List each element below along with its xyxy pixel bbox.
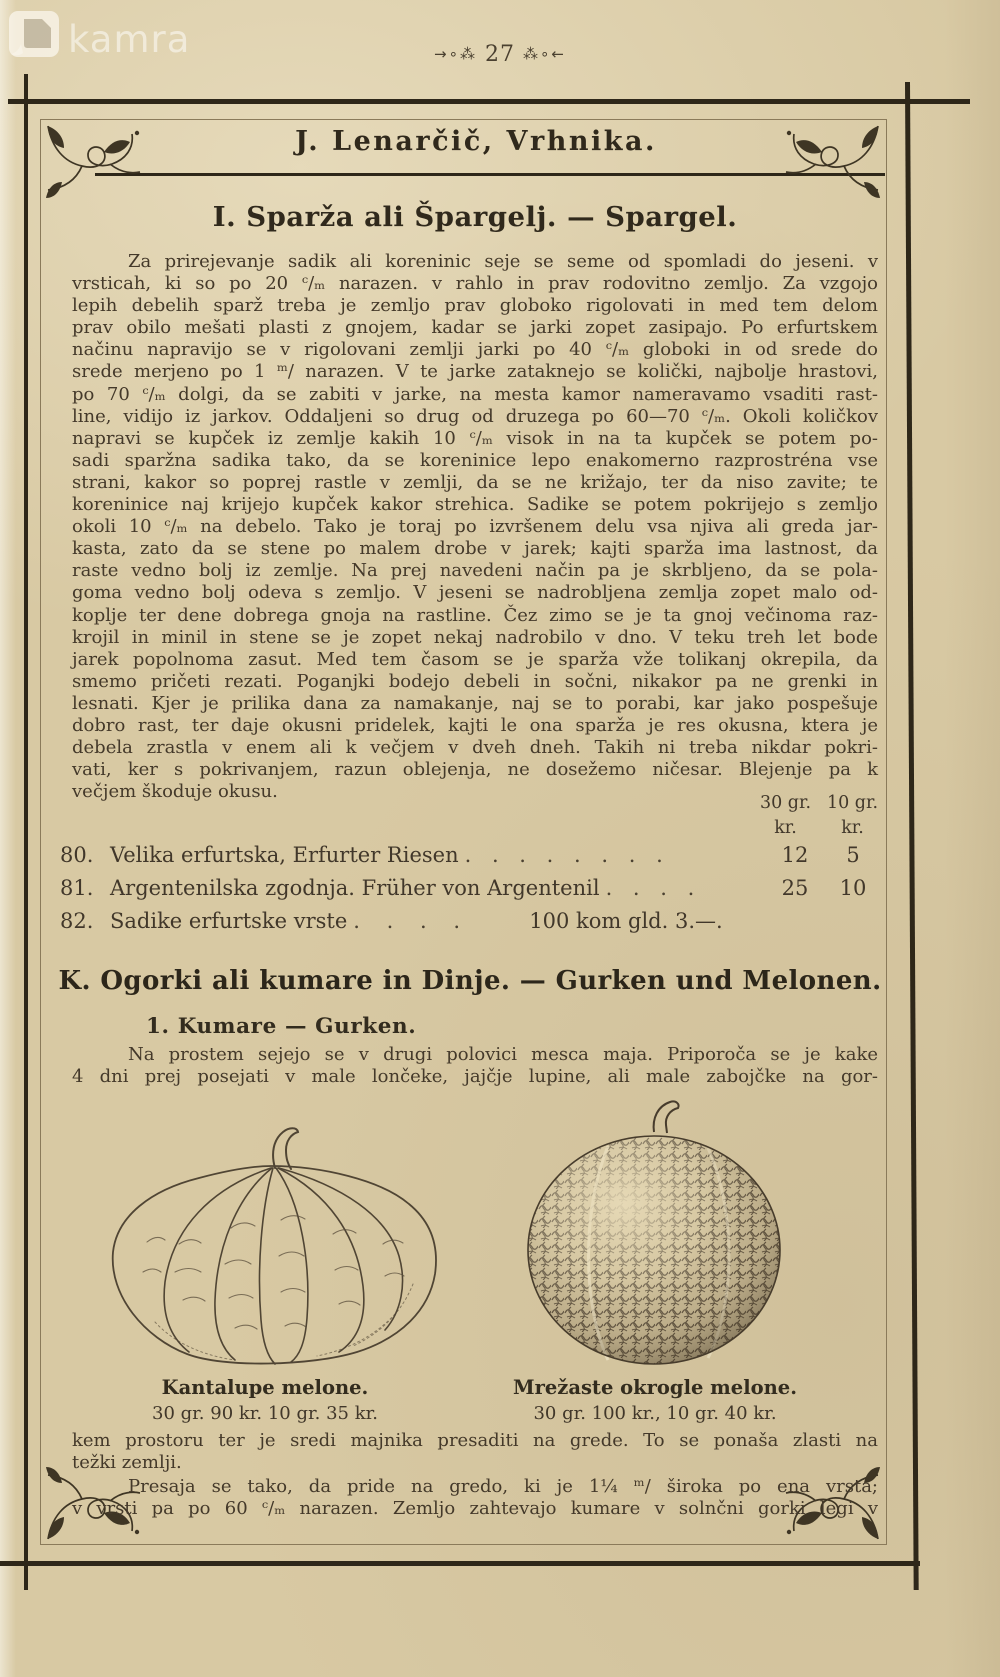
section-k-closing [72, 1476, 878, 1520]
section-i-paragraph [72, 251, 878, 803]
netted-melon-illustration [512, 1098, 797, 1370]
price-list [60, 843, 882, 942]
price-col-30gr: 30 gr. [759, 793, 812, 813]
item-name: Argentenilska zgodnja. Früher von Argentenil [110, 876, 600, 900]
paragraph-line: strani, kakor so poprej rastle v zemlji, da se ne križajo, ter da niso zavite; te [72, 471, 878, 493]
inner-frame-left [40, 119, 41, 1545]
paragraph-line: lesnati. Kjer je prilika dana za namakanje, naj se to porabi, kar jako pospešuje [72, 692, 878, 714]
inner-frame-top [40, 119, 886, 120]
paragraph-line: 4 dni prej posejati v male lončeke, jajčje lupine, ali male zabojčke na gor- [72, 1066, 878, 1088]
paragraph-line: koreninice naj krijejo kupček kakor strehica. Sadike se potem pokrijejo s zemljo [72, 494, 878, 516]
paragraph-line: line, vidijo iz jarkov. Oddaljeni so drug od druzega po 60—70 ᶜ/ₘ. Okoli količkov [72, 405, 878, 427]
top-thick-rule [8, 99, 970, 104]
figure-caption-netted-melon: Mrežaste okrogle melone. [512, 1376, 798, 1399]
paragraph-line: koplje ter dene dobrega gnoja na rastline. Čez zimo se je ta gnoj večinoma raz- [72, 604, 878, 626]
paragraph-line: smemo pričeti rezati. Poganjki bodejo debeli in sočni, nikakor pa ne grenki in [72, 670, 878, 692]
paragraph-line: načinu napravijo se v rigolovani zemlji jarki po 40 ᶜ/ₘ globoki in od srede do [72, 339, 878, 361]
leader-dots: . . . . . . . . [464, 843, 670, 867]
item-price-10gr: 10 [839, 876, 867, 900]
paragraph-line: dobro rast, ter daje okusni pridelek, kajti le ona sparža je res okusna, ktera je [72, 714, 878, 736]
paragraph-line: Presaja se tako, da pride na gredo, ki je 1¼ ᵐ/ široka po ena vrsta; [128, 1476, 878, 1497]
section-k-subheading: 1. Kumare — Gurken. [146, 1014, 417, 1039]
item-number: 80. [60, 843, 94, 867]
figure-price-netted-melon: 30 gr. 100 kr., 10 gr. 40 kr. [533, 1403, 777, 1424]
item-price-note: 100 kom gld. 3.—. [529, 909, 723, 933]
paragraph-line: srede merjeno po 1 ᵐ/ narazen. V te jarke zataknejo se količki, najbolje hrastovi, [72, 361, 878, 383]
paragraph-line: debela zrastla v enem ali k večjem v dveh dneh. Takih ni treba nikdar pokri- [72, 737, 878, 759]
paragraph-line: po 70 ᶜ/ₘ dolgi, da se zabiti v jarke, na mesta kamor nameravamo vsaditi rast- [72, 383, 878, 405]
page-number-line [0, 42, 1000, 67]
paragraph-line: težki zemlji. [72, 1452, 182, 1474]
item-price-10gr: 5 [846, 843, 860, 867]
leader-dots: . . . . [605, 876, 702, 900]
section-k-intro [72, 1044, 878, 1088]
paragraph-line: okoli 10 ᶜ/ₘ na debelo. Tako je toraj po izvršenem delu vsa njiva ali greda jar- [72, 516, 878, 538]
section-i-heading: I. Sparža ali Špargelj. — Spargel. [212, 201, 738, 233]
item-number: 81. [60, 876, 94, 900]
paragraph-line: kem prostoru ter je sredi majnika presaditi na grede. To se ponaša zlasti na [72, 1430, 878, 1451]
item-name: Sadike erfurtske vrste [110, 909, 348, 933]
paragraph-line: sadi sparžna sadika tako, da se koreninice lepo enakomerno razprostréna vse [72, 449, 878, 471]
page-number: 27 [485, 42, 515, 67]
price-row-82 [60, 909, 882, 942]
publisher-title: J. Lenarčič, Vrhnika. [295, 126, 657, 157]
paragraph-line: kasta, zato da se stene po malem drobe v jarek; kajti sparža ima lastnost, da [72, 538, 878, 560]
item-name: Velika erfurtska, Erfurter Riesen [110, 843, 459, 867]
left-ornament-icon: →∘⁂ [434, 45, 477, 63]
price-unit-30gr: kr. [774, 818, 797, 838]
paragraph-line: raste vedno bolj iz zemlje. Na prej navedeni način pa je skrbljeno, da se pola- [72, 560, 878, 582]
watermark-label: kamra [68, 18, 191, 61]
figure-caption-cantaloupe: Kantalupe melone. [161, 1376, 369, 1399]
price-unit-10gr: kr. [841, 818, 864, 838]
paragraph-line: vati, ker s pokrivanjem, razun oblejenja, ne dosežemo ničesar. Blejenje pa k [72, 759, 878, 781]
left-thick-rule [24, 74, 28, 1590]
section-k-continuation [72, 1430, 878, 1474]
inner-frame-bottom [40, 1544, 886, 1545]
paragraph-line: večjem škoduje okusu. [72, 781, 278, 803]
inner-frame-right [886, 119, 887, 1545]
price-row-80 [60, 843, 882, 876]
paragraph-line: napravi se kupček iz zemlje kakih 10 ᶜ/ₘ visok in na ta kupček se potem po- [72, 427, 878, 449]
bottom-thick-rule [0, 1561, 920, 1566]
masthead-underline-rule [95, 173, 885, 176]
figure-price-cantaloupe: 30 gr. 90 kr. 10 gr. 35 kr. [152, 1403, 378, 1424]
paragraph-line: goma vedno bolj odeva s zemljo. V jeseni se nadrobljena zemlja zopet malo od- [72, 582, 878, 604]
price-row-81 [60, 876, 882, 909]
leader-dots: . . . . [353, 909, 471, 933]
right-ornament-icon: ⁂∘← [523, 45, 566, 63]
paragraph-line: Za prirejevanje sadik ali koreninic seje se seme od spomladi do jeseni. v [128, 251, 878, 272]
paragraph-line: lepih debelih sparž treba je zemljo prav globoko rigolovati in med tem delom [72, 295, 878, 317]
price-column-header [752, 791, 886, 841]
item-price-30gr: 25 [781, 876, 809, 900]
paragraph-line: prav obilo mešati plasti z gnojem, kadar se jarki zopet zasipajo. Po erfurtskem [72, 317, 878, 339]
paragraph-line: jarek popolnoma zasut. Med tem časom se je sparža vže tolikanj okrepila, da [72, 648, 878, 670]
cantaloupe-melon-illustration [95, 1122, 445, 1370]
item-price-30gr: 12 [781, 843, 809, 867]
paragraph-line: v vrsti pa po 60 ᶜ/ₘ narazen. Zemljo zahtevajo kumare v solnčni gorki legi v [72, 1498, 878, 1520]
paragraph-line: Na prostem sejejo se v drugi polovici mesca maja. Priporoča se je kake [128, 1044, 878, 1065]
right-thick-rule [905, 82, 919, 1590]
item-number: 82. [60, 909, 94, 933]
price-col-10gr: 10 gr. [826, 793, 879, 813]
paragraph-line: krojil in minil in stene se je zopet nekaj nadrobilo v dno. V teku treh let bode [72, 626, 878, 648]
section-k-heading: K. Ogorki ali kumare in Dinje. — Gurken und Melonen. [58, 966, 882, 996]
paragraph-line: vrsticah, ki so po 20 ᶜ/ₘ narazen. v rahlo in prav rodovitno zemljo. Za vzgojo [72, 273, 878, 295]
